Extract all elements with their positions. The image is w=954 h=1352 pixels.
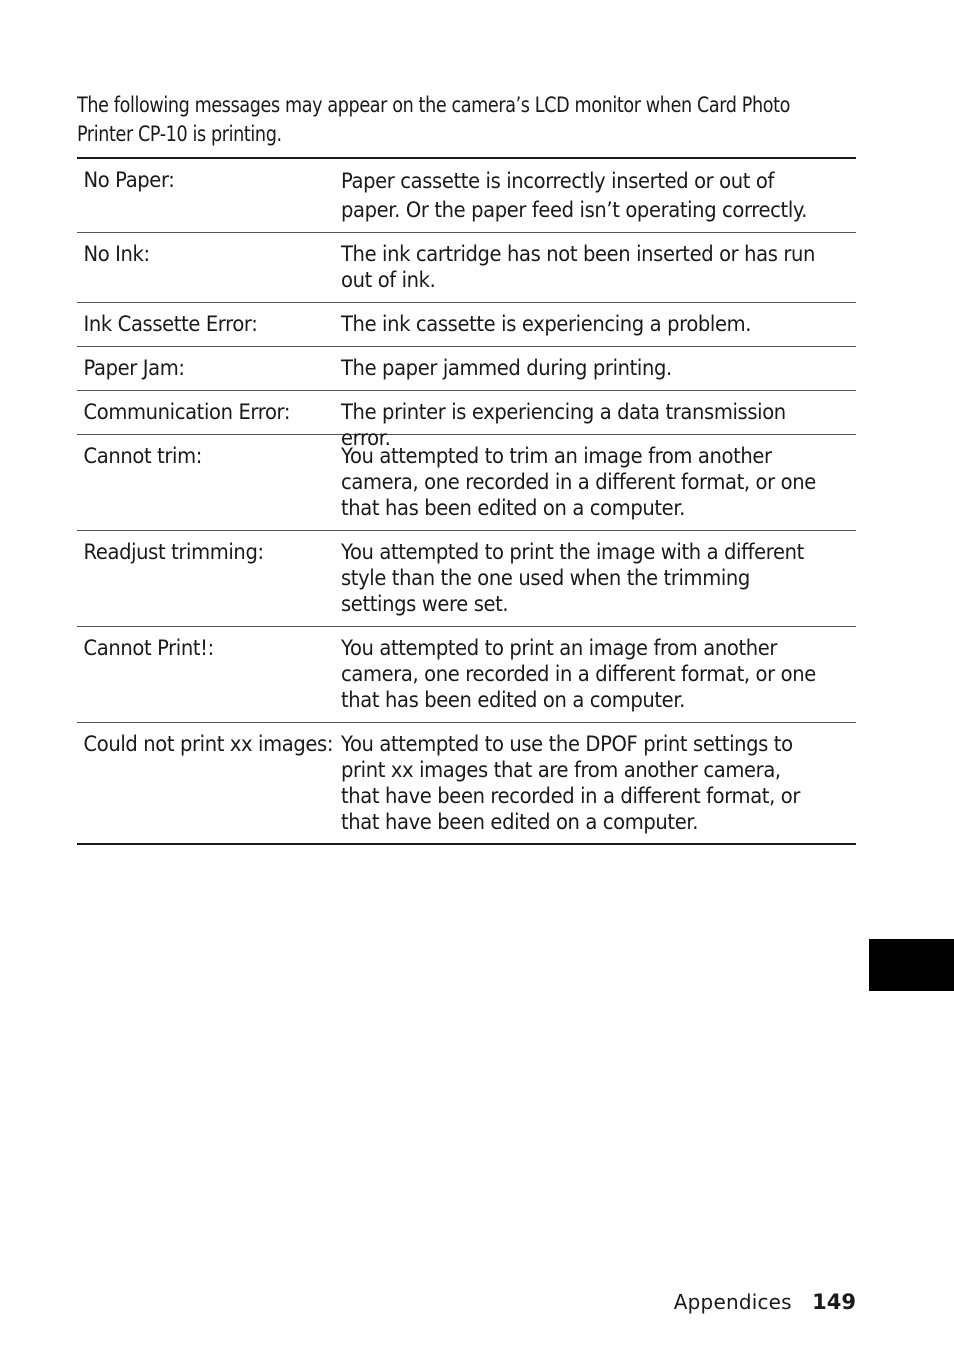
- message-description: You attempted to print the image with a different style than the one used when the trimming settings were set.: [341, 540, 804, 616]
- table-row: [77, 530, 856, 626]
- message-description: The printer is experiencing a data transmission error.: [341, 400, 786, 450]
- table-row: [77, 232, 856, 302]
- message-term: Ink Cassette Error:: [83, 312, 258, 336]
- table-row: [77, 346, 856, 390]
- table-row: [77, 159, 856, 232]
- message-description: The ink cartridge has not been inserted or has run out of ink.: [341, 242, 816, 292]
- message-description: The ink cassette is experiencing a problem.: [341, 312, 752, 336]
- message-term: Communication Error:: [83, 400, 291, 424]
- message-description: Paper cassette is incorrectly inserted or out of paper. Or the paper feed isn’t operating correctly.: [341, 169, 808, 222]
- message-table: [77, 157, 856, 845]
- page-footer: [674, 1288, 856, 1316]
- message-description: You attempted to trim an image from another camera, one recorded in a different format, or one that has been edited on a computer.: [341, 444, 816, 520]
- section-thumb-tab: [869, 939, 954, 991]
- message-term: Cannot trim:: [83, 444, 202, 468]
- message-description: You attempted to use the DPOF print settings to print xx images that are from another camera, that have been recorded in a different format, or that have been edited on a computer.: [341, 732, 800, 834]
- message-term: No Paper:: [83, 168, 175, 192]
- intro-paragraph: The following messages may appear on the camera’s LCD monitor when Card Photo Printer CP-10 is printing.: [77, 93, 791, 146]
- table-row: [77, 626, 856, 722]
- message-description: The paper jammed during printing.: [341, 356, 672, 380]
- message-term: Paper Jam:: [83, 356, 185, 380]
- message-description: You attempted to print an image from another camera, one recorded in a different format, or one that has been edited on a computer.: [341, 636, 816, 712]
- footer-section-name: Appendices: [673, 1290, 792, 1314]
- message-term: Could not print xx images:: [83, 732, 334, 756]
- message-term: No Ink:: [83, 242, 150, 266]
- page-number: 149: [812, 1290, 856, 1314]
- table-row: [77, 434, 856, 530]
- table-row: [77, 722, 856, 843]
- message-term: Cannot Print!:: [83, 636, 214, 660]
- table-row: [77, 302, 856, 346]
- message-term: Readjust trimming:: [83, 540, 264, 564]
- table-row: [77, 390, 856, 450]
